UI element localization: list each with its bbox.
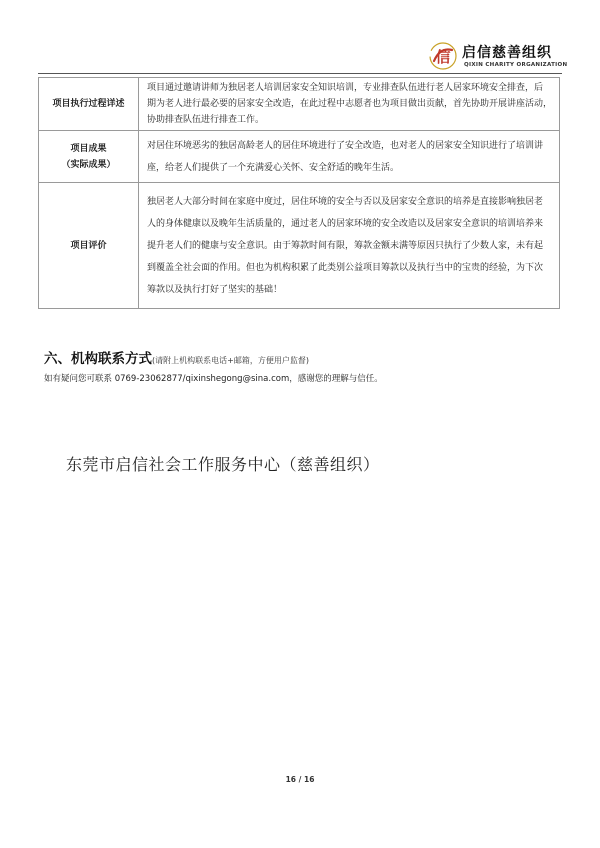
row-content-results: 对居住环境恶劣的独居高龄老人的居住环境进行了安全改造，也对老人的居家安全知识进行了培训讲 座，给老人们提供了一个充满爱心关怀、安全舒适的晚年生活。	[139, 131, 560, 183]
section-note: (请附上机构联系电话+邮箱，方便用户监督)	[152, 356, 309, 365]
organization-full-name: 东莞市启信社会工作服务中心（慈善组织）	[66, 455, 380, 474]
organization-name-en: QIXIN CHARITY ORGANIZATION	[464, 62, 568, 68]
row-label-process: 项目执行过程详述	[39, 78, 139, 131]
contact-info: 如有疑问您可联系 0769-23062877/qixinshegong@sina.com，感谢您的理解与信任。	[44, 374, 383, 384]
section-title-text: 六、机构联系方式	[44, 351, 152, 367]
header-divider	[38, 73, 562, 74]
page-header	[0, 40, 600, 76]
row-label-evaluation: 项目评价	[39, 183, 139, 309]
row-label-results: 项目成果 （实际成果）	[39, 131, 139, 183]
table-row	[39, 183, 560, 309]
table-row	[39, 131, 560, 183]
row-content-process: 项目通过邀请讲师为独居老人培训居家安全知识培训，专业排查队伍进行老人居家环境安全排查，后 期为老人进行最必要的居家安全改造，在此过程中志愿者也为项目做出贡献，首先协助开展讲座活动， 协助排查队伍进行排查工作。	[139, 78, 560, 131]
page-number: 16 / 16	[285, 775, 315, 784]
table-row	[39, 78, 560, 131]
section-heading-contact	[44, 347, 309, 367]
svg-text:信: 信	[435, 48, 451, 66]
organization-name-cn: 启信慈善组织	[462, 45, 552, 61]
project-evaluation-table	[38, 77, 560, 309]
organization-logo-icon	[428, 41, 458, 71]
row-content-evaluation: 独居老人大部分时间在家庭中度过，居住环境的安全与否以及居家安全意识的培养是直接影响独居老 人的身体健康以及晚年生活质量的，通过老人的居家环境的安全改造以及居家安全意识的培训培养来 提升老人们的健康与安全意识。由于筹款时间有限，筹款金额未满等原因只执行了少数人家，未有起 到覆盖全社会面的作用。但也为机构积累了此类别公益项目筹款以及执行当中的宝贵的经验，为下次 筹款以及执行打好了坚实的基础！	[139, 183, 560, 309]
